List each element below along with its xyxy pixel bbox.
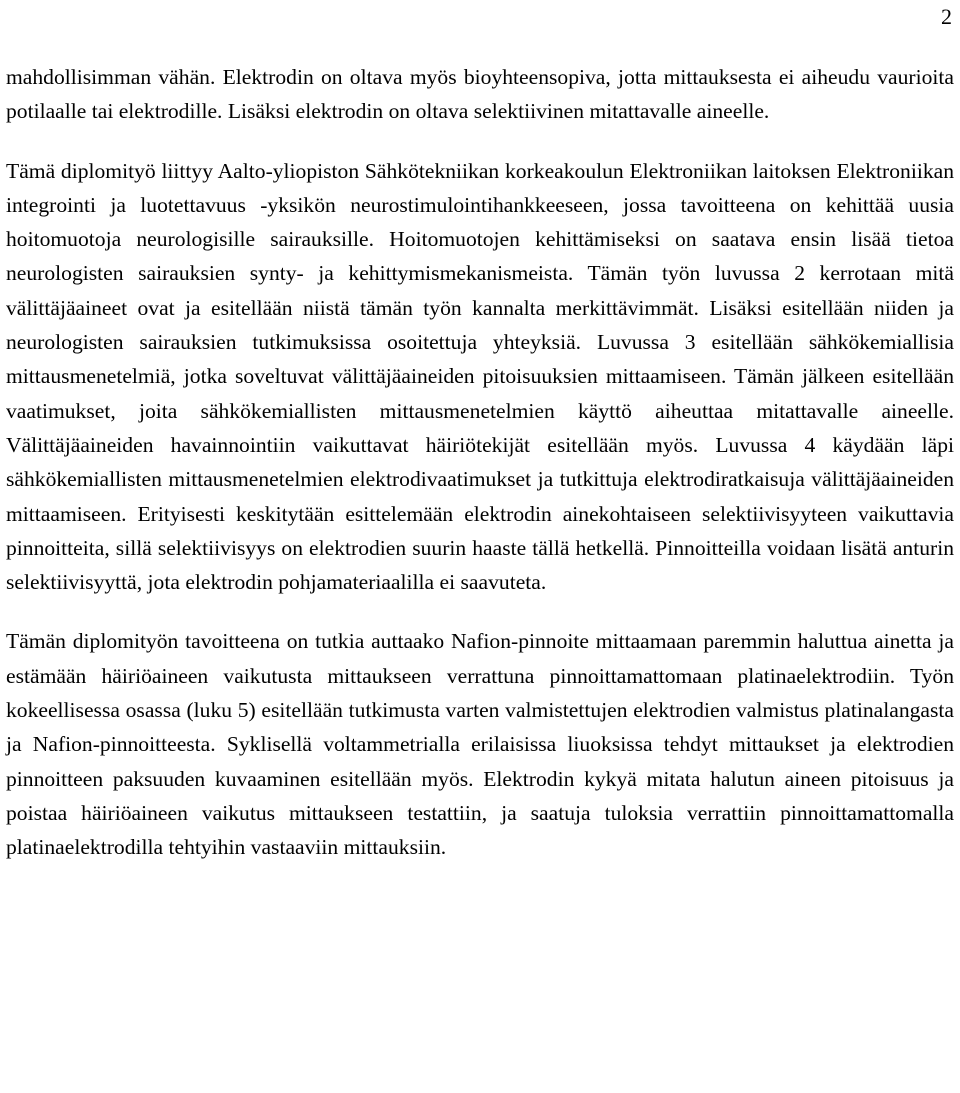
document-body [6,60,954,865]
paragraph-continuation: mahdollisimman vähän. Elektrodin on oltava myös bioyhteensopiva, jotta mittauksesta ei aiheudu vaurioita potilaalle tai elektrodille. Lisäksi elektrodin on oltava selektiivinen mitattavalle aineelle. [6,65,954,124]
paragraph-thesis-objective: Tämän diplomityön tavoitteena on tutkia auttaako Nafion-pinnoite mittaamaan paremmin haluttua ainetta ja estämään häiriöaineen vaikutusta mittaukseen verrattuna pinnoittamattomaan platinaelektrodiin. Työn kokeellisessa osassa (luku 5) esitellään tutkimusta varten valmistettujen elektrodien valmistus platinalangasta ja Nafion-pinnoitteesta. Syklisellä voltammetrialla erilaisissa liuoksissa tehdyt mittaukset ja elektrodien pinnoitteen paksuuden kuvaaminen esitellään myös. Elektrodin kykyä mitata halutun aineen pitoisuus ja poistaa häiriöaineen vaikutus mittaukseen testattiin, ja saatuja tuloksia verrattiin pinnoittamattomalla platinaelektrodilla tehtyihin vastaaviin mittauksiin. [6,629,954,860]
paragraph-thesis-context: Tämä diplomityö liittyy Aalto-yliopiston Sähkötekniikan korkeakoulun Elektroniikan laitoksen Elektroniikan integrointi ja luotettavuus -yksikön neurostimulointihankkeeseen, jossa tavoitteena on kehittää uusia hoitomuotoja neurologisille sairauksille. Hoitomuotojen kehittämiseksi on saatava ensin lisää tietoa neurologisten sairauksien synty- ja kehittymismekanismeista. Tämän työn luvussa 2 kerrotaan mitä välittäjäaineet ovat ja esitellään niistä tämän työn kannalta merkittävimmät. Lisäksi esitellään niiden ja neurologisten sairauksien tutkimuksissa osoitettuja yhteyksiä. Luvussa 3 esitellään sähkökemiallisia mittausmenetelmiä, jotka soveltuvat välittäjäaineiden pitoisuuksien mittaamiseen. Tämän jälkeen esitellään vaatimukset, joita sähkökemiallisten mittausmenetelmien käyttö aiheuttaa mitattavalle aineelle. Välittäjäaineiden havainnointiin vaikuttavat häiriötekijät esitellään myös. Luvussa 4 käydään läpi sähkökemiallisten mittausmenetelmien elektrodivaatimukset ja tutkittuja elektrodiratkaisuja välittäjäaineiden mittaamiseen. Erityisesti keskitytään esittelemään elektrodin ainekohtaiseen selektiivisyyteen vaikuttavia pinnoitteita, sillä selektiivisyys on elektrodien suurin haaste tällä hetkellä. Pinnoitteilla voidaan lisätä anturin selektiivisyyttä, jota elektrodin pohjamateriaalilla ei saavuteta. [6,158,954,595]
page-number: 2 [941,4,952,29]
